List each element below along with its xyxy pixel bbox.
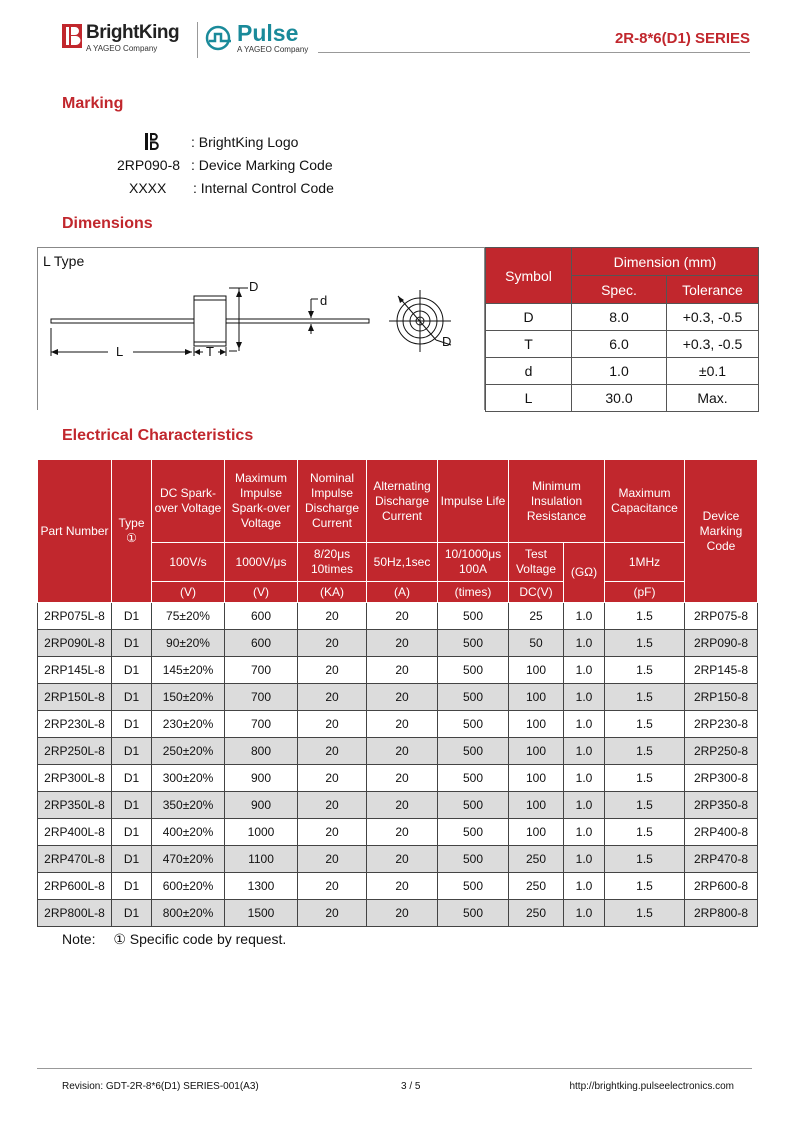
table-row: [38, 765, 758, 792]
cell-test-voltage: 100: [509, 684, 564, 711]
cell-impulse-life: 500: [438, 873, 509, 900]
cell-dc-voltage: 145±20%: [152, 657, 225, 684]
table-row: [38, 900, 758, 927]
dimensions-title: Dimensions: [62, 215, 153, 232]
cell-capacitance: 1.5: [605, 792, 685, 819]
brightking-mark-icon: [62, 24, 82, 48]
dim-symbol: L: [486, 385, 572, 412]
drawing-label-T: T: [206, 344, 214, 359]
cell-type: D1: [112, 657, 152, 684]
cell-nominal-current: 20: [298, 657, 367, 684]
cell-impulse-voltage: 900: [225, 792, 298, 819]
cell-impulse-life: 500: [438, 846, 509, 873]
cell-capacitance: 1.5: [605, 603, 685, 630]
cond-life: 10/1000μs 100A: [438, 543, 509, 582]
cell-marking-code: 2RP300-8: [685, 765, 758, 792]
drawing-label-D: D: [249, 279, 259, 294]
cell-type: D1: [112, 603, 152, 630]
cell-test-voltage: 50: [509, 630, 564, 657]
hdr-dc: DC Spark-over Voltage: [152, 460, 225, 543]
cell-insulation: 1.0: [564, 765, 605, 792]
cell-insulation: 1.0: [564, 792, 605, 819]
table-row: [38, 792, 758, 819]
cell-test-voltage: 100: [509, 765, 564, 792]
unit-dc: (V): [152, 582, 225, 603]
cond-test-voltage: Test Voltage: [509, 543, 564, 582]
dim-spec: 8.0: [572, 304, 667, 331]
table-row: [38, 846, 758, 873]
cell-type: D1: [112, 792, 152, 819]
unit-test-voltage: DC(V): [509, 582, 564, 603]
cell-impulse-life: 500: [438, 900, 509, 927]
cell-part-number: 2RP250L-8: [38, 738, 112, 765]
cell-alt-current: 20: [367, 711, 438, 738]
cell-impulse-voltage: 600: [225, 603, 298, 630]
cell-marking-code: 2RP350-8: [685, 792, 758, 819]
cell-impulse-voltage: 1300: [225, 873, 298, 900]
cell-capacitance: 1.5: [605, 819, 685, 846]
cell-test-voltage: 25: [509, 603, 564, 630]
cell-dc-voltage: 75±20%: [152, 603, 225, 630]
dim-tolerance: +0.3, -0.5: [667, 331, 759, 358]
cell-alt-current: 20: [367, 657, 438, 684]
dimension-row: [486, 331, 759, 358]
cell-impulse-life: 500: [438, 765, 509, 792]
unit-impulse: (V): [225, 582, 298, 603]
dim-symbol: T: [486, 331, 572, 358]
cell-dc-voltage: 800±20%: [152, 900, 225, 927]
dimension-row: [486, 304, 759, 331]
drawing-label-L: L: [116, 344, 124, 359]
cell-type: D1: [112, 738, 152, 765]
cell-dc-voltage: 90±20%: [152, 630, 225, 657]
cell-alt-current: 20: [367, 684, 438, 711]
cond-capacitance: 1MHz: [605, 543, 685, 582]
cell-nominal-current: 20: [298, 630, 367, 657]
cell-insulation: 1.0: [564, 900, 605, 927]
cell-capacitance: 1.5: [605, 900, 685, 927]
cell-insulation: 1.0: [564, 738, 605, 765]
cell-insulation: 1.0: [564, 630, 605, 657]
cell-nominal-current: 20: [298, 603, 367, 630]
cell-marking-code: 2RP250-8: [685, 738, 758, 765]
unit-alternating: (A): [367, 582, 438, 603]
cell-alt-current: 20: [367, 603, 438, 630]
marking-logo-row: [145, 133, 159, 151]
cell-type: D1: [112, 711, 152, 738]
marking-desc-internal: : Internal Control Code: [193, 180, 334, 196]
brightking-name: BrightKing: [86, 22, 180, 43]
marking-code-device: 2RP090-8: [117, 157, 181, 173]
dim-spec: 30.0: [572, 385, 667, 412]
cell-dc-voltage: 400±20%: [152, 819, 225, 846]
logo-divider: [197, 22, 198, 58]
cell-capacitance: 1.5: [605, 873, 685, 900]
cond-alternating: 50Hz,1sec: [367, 543, 438, 582]
marking-title: Marking: [62, 95, 124, 112]
hdr-marking: Device Marking Code: [685, 460, 758, 603]
spec-header: Spec.: [572, 276, 667, 304]
dimension-drawing-box: [37, 247, 485, 410]
cell-test-voltage: 100: [509, 711, 564, 738]
cell-dc-voltage: 470±20%: [152, 846, 225, 873]
cell-impulse-voltage: 1500: [225, 900, 298, 927]
cell-alt-current: 20: [367, 630, 438, 657]
cell-alt-current: 20: [367, 846, 438, 873]
symbol-header: Symbol: [486, 248, 572, 304]
cell-part-number: 2RP800L-8: [38, 900, 112, 927]
cell-marking-code: 2RP230-8: [685, 711, 758, 738]
cell-capacitance: 1.5: [605, 657, 685, 684]
hdr-type: Type ①: [112, 460, 152, 603]
cell-capacitance: 1.5: [605, 684, 685, 711]
cell-test-voltage: 100: [509, 819, 564, 846]
table-row: [38, 603, 758, 630]
pulse-name: Pulse: [237, 20, 299, 46]
cell-impulse-voltage: 700: [225, 711, 298, 738]
dim-symbol: D: [486, 304, 572, 331]
cell-insulation: 1.0: [564, 819, 605, 846]
cell-marking-code: 2RP400-8: [685, 819, 758, 846]
drawing-label-d: d: [320, 293, 328, 308]
cell-alt-current: 20: [367, 738, 438, 765]
cell-type: D1: [112, 819, 152, 846]
brightking-small-logo-icon: [145, 133, 159, 150]
cell-nominal-current: 20: [298, 900, 367, 927]
table-row: [38, 630, 758, 657]
tolerance-header: Tolerance: [667, 276, 759, 304]
dimension-table: [485, 247, 759, 412]
cell-part-number: 2RP350L-8: [38, 792, 112, 819]
series-title: 2R-8*6(D1) SERIES: [614, 30, 750, 47]
cell-test-voltage: 100: [509, 657, 564, 684]
cell-impulse-voltage: 600: [225, 630, 298, 657]
cell-type: D1: [112, 846, 152, 873]
brightking-sub: A YAGEO Company: [86, 44, 158, 53]
cell-nominal-current: 20: [298, 738, 367, 765]
footer-rule: [37, 1068, 752, 1069]
pulse-mark-icon: [205, 25, 235, 51]
dim-tolerance: ±0.1: [667, 358, 759, 385]
cell-alt-current: 20: [367, 873, 438, 900]
cell-insulation: 1.0: [564, 711, 605, 738]
cell-part-number: 2RP145L-8: [38, 657, 112, 684]
cond-impulse: 1000V/μs: [225, 543, 298, 582]
unit-insulation: (GΩ): [564, 543, 605, 603]
cell-test-voltage: 100: [509, 738, 564, 765]
dimension-row: [486, 385, 759, 412]
header-rule: [318, 52, 750, 53]
cell-insulation: 1.0: [564, 846, 605, 873]
cell-nominal-current: 20: [298, 684, 367, 711]
cell-impulse-life: 500: [438, 630, 509, 657]
footer-revision: Revision: GDT-2R-8*6(D1) SERIES-001(A3): [62, 1081, 259, 1092]
cell-marking-code: 2RP470-8: [685, 846, 758, 873]
cell-type: D1: [112, 873, 152, 900]
cell-marking-code: 2RP075-8: [685, 603, 758, 630]
table-row: [38, 873, 758, 900]
marking-desc-device: : Device Marking Code: [191, 157, 333, 173]
cell-capacitance: 1.5: [605, 738, 685, 765]
hdr-capacitance: Maximum Capacitance: [605, 460, 685, 543]
unit-capacitance: (pF): [605, 582, 685, 603]
cell-impulse-life: 500: [438, 603, 509, 630]
cell-impulse-life: 500: [438, 819, 509, 846]
cond-dc: 100V/s: [152, 543, 225, 582]
cond-nominal: 8/20μs 10times: [298, 543, 367, 582]
cell-dc-voltage: 600±20%: [152, 873, 225, 900]
cell-alt-current: 20: [367, 765, 438, 792]
cell-part-number: 2RP230L-8: [38, 711, 112, 738]
cell-part-number: 2RP150L-8: [38, 684, 112, 711]
type-label: L Type: [43, 253, 85, 269]
cell-type: D1: [112, 630, 152, 657]
note: [62, 931, 286, 948]
cell-part-number: 2RP075L-8: [38, 603, 112, 630]
cell-impulse-voltage: 1100: [225, 846, 298, 873]
marking-code-internal: XXXX: [129, 180, 167, 196]
cell-dc-voltage: 150±20%: [152, 684, 225, 711]
dim-tolerance: Max.: [667, 385, 759, 412]
cell-test-voltage: 250: [509, 873, 564, 900]
cell-nominal-current: 20: [298, 765, 367, 792]
cell-type: D1: [112, 900, 152, 927]
dimension-row: [486, 358, 759, 385]
cell-part-number: 2RP470L-8: [38, 846, 112, 873]
table-row: [38, 819, 758, 846]
hdr-part-number: Part Number: [38, 460, 112, 603]
note-text: ① Specific code by request.: [113, 931, 287, 947]
cell-capacitance: 1.5: [605, 711, 685, 738]
cell-marking-code: 2RP600-8: [685, 873, 758, 900]
cell-impulse-life: 500: [438, 657, 509, 684]
hdr-alternating: Alternating Discharge Current: [367, 460, 438, 543]
electrical-table: [37, 459, 758, 927]
hdr-insulation: Minimum Insulation Resistance: [509, 460, 605, 543]
cell-part-number: 2RP600L-8: [38, 873, 112, 900]
note-label: Note:: [62, 931, 96, 947]
cell-part-number: 2RP400L-8: [38, 819, 112, 846]
cell-impulse-life: 500: [438, 711, 509, 738]
unit-nominal: (KA): [298, 582, 367, 603]
table-row: [38, 657, 758, 684]
pulse-sub: A YAGEO Company: [237, 45, 309, 54]
dim-spec: 6.0: [572, 331, 667, 358]
cell-impulse-life: 500: [438, 738, 509, 765]
cell-nominal-current: 20: [298, 711, 367, 738]
cell-test-voltage: 250: [509, 900, 564, 927]
cell-insulation: 1.0: [564, 603, 605, 630]
cell-type: D1: [112, 684, 152, 711]
cell-alt-current: 20: [367, 900, 438, 927]
cell-dc-voltage: 300±20%: [152, 765, 225, 792]
cell-capacitance: 1.5: [605, 846, 685, 873]
cell-impulse-voltage: 1000: [225, 819, 298, 846]
cell-capacitance: 1.5: [605, 630, 685, 657]
cell-impulse-voltage: 700: [225, 684, 298, 711]
dim-spec: 1.0: [572, 358, 667, 385]
cell-nominal-current: 20: [298, 819, 367, 846]
cell-alt-current: 20: [367, 819, 438, 846]
device-drawing: [38, 248, 484, 408]
footer-url: http://brightking.pulseelectronics.com: [569, 1081, 734, 1092]
marking-desc-logo: : BrightKing Logo: [191, 134, 299, 150]
cell-marking-code: 2RP090-8: [685, 630, 758, 657]
dimension-header: Dimension (mm): [572, 248, 759, 276]
footer-page: 3 / 5: [401, 1081, 421, 1092]
hdr-impulse-life: Impulse Life: [438, 460, 509, 543]
cell-marking-code: 2RP150-8: [685, 684, 758, 711]
cell-test-voltage: 100: [509, 792, 564, 819]
cell-nominal-current: 20: [298, 846, 367, 873]
cell-impulse-voltage: 800: [225, 738, 298, 765]
cell-dc-voltage: 250±20%: [152, 738, 225, 765]
hdr-nominal: Nominal Impulse Discharge Current: [298, 460, 367, 543]
table-row: [38, 738, 758, 765]
cell-alt-current: 20: [367, 792, 438, 819]
cell-type: D1: [112, 765, 152, 792]
hdr-impulse-spark: Maximum Impulse Spark-over Voltage: [225, 460, 298, 543]
cell-dc-voltage: 350±20%: [152, 792, 225, 819]
cell-insulation: 1.0: [564, 873, 605, 900]
table-row: [38, 711, 758, 738]
cell-dc-voltage: 230±20%: [152, 711, 225, 738]
cell-impulse-voltage: 700: [225, 657, 298, 684]
electrical-title: Electrical Characteristics: [62, 427, 254, 444]
dim-tolerance: +0.3, -0.5: [667, 304, 759, 331]
cell-insulation: 1.0: [564, 657, 605, 684]
cell-test-voltage: 250: [509, 846, 564, 873]
cell-nominal-current: 20: [298, 792, 367, 819]
cell-nominal-current: 20: [298, 873, 367, 900]
cell-marking-code: 2RP145-8: [685, 657, 758, 684]
cell-insulation: 1.0: [564, 684, 605, 711]
cell-part-number: 2RP090L-8: [38, 630, 112, 657]
table-row: [38, 684, 758, 711]
drawing-label-D-end: D: [442, 334, 452, 349]
cell-impulse-voltage: 900: [225, 765, 298, 792]
cell-part-number: 2RP300L-8: [38, 765, 112, 792]
cell-impulse-life: 500: [438, 684, 509, 711]
dim-symbol: d: [486, 358, 572, 385]
cell-impulse-life: 500: [438, 792, 509, 819]
cell-marking-code: 2RP800-8: [685, 900, 758, 927]
unit-life: (times): [438, 582, 509, 603]
cell-capacitance: 1.5: [605, 765, 685, 792]
